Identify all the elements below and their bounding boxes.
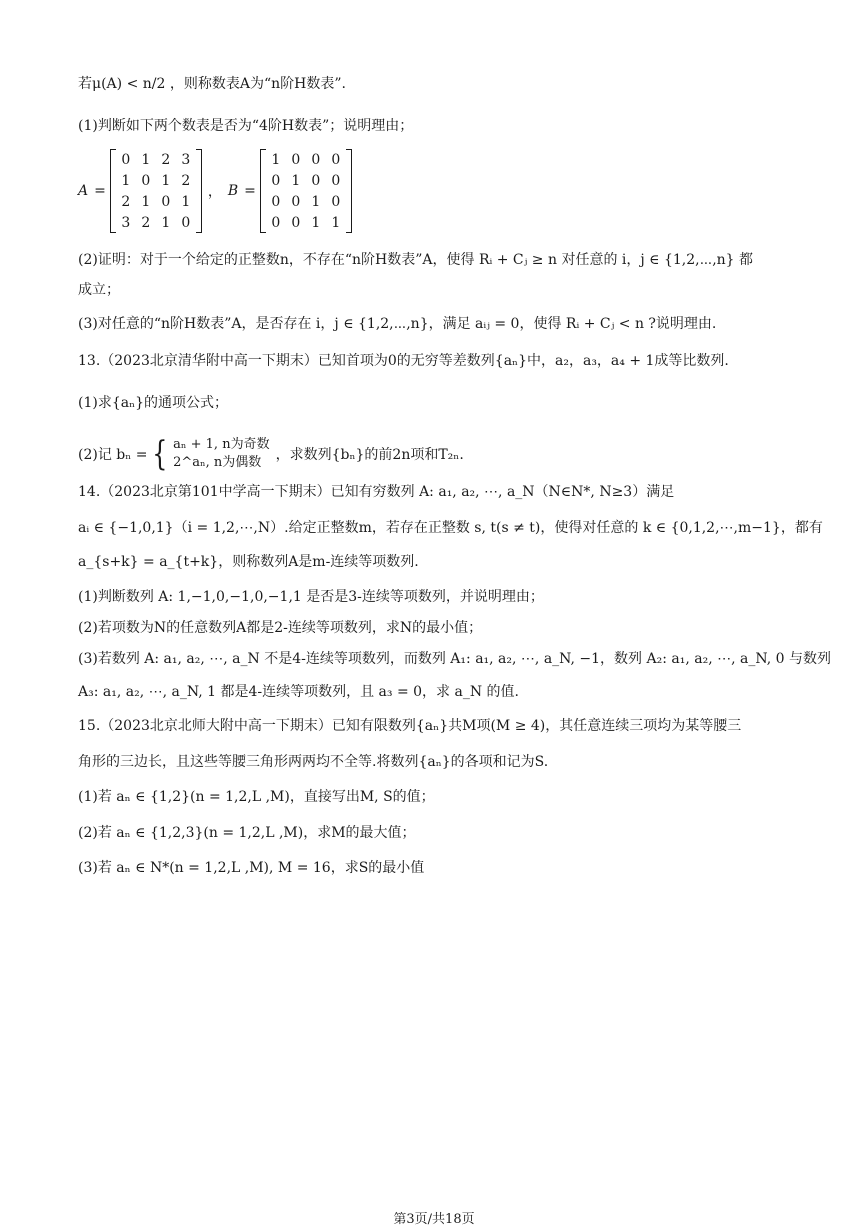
matrix-cell: 0: [271, 172, 281, 189]
matrix-cell: 3: [181, 151, 191, 168]
matrix-cell: 0: [291, 193, 301, 210]
matrix-cell: 1: [311, 193, 321, 210]
matrix-a-label: A: [78, 183, 89, 199]
text-line: 成立；: [78, 282, 120, 298]
matrix-b: [260, 149, 352, 233]
matrix-cell: 0: [291, 151, 301, 168]
piecewise-suffix: ，求数列{bₙ}的前2n项和T₂ₙ.: [275, 447, 464, 463]
matrix-cell: 1: [311, 214, 321, 231]
text-line: (2)若 aₙ ∈ {1,2,3}(n = 1,2,L ,M)，求M的最大值；: [78, 825, 416, 841]
text-line: (3)若数列 A: a₁, a₂, ⋯, a_N 不是4-连续等项数列，而数列 A₁: a₁, a₂, ⋯, a_N, −1，数列 A₂: a₁, a₂, ⋯, a_N, 0 与数列: [78, 651, 831, 667]
matrix-cell: 1: [161, 214, 171, 231]
matrix-cell: 0: [181, 214, 191, 231]
matrix-b-label: B: [227, 183, 239, 199]
case-odd: aₙ + 1, n为奇数: [173, 437, 270, 452]
matrix-row: [116, 191, 196, 212]
equals-sign: =: [244, 183, 256, 199]
equals-sign: =: [94, 183, 106, 199]
text-line: (1)求{aₙ}的通项公式；: [78, 395, 229, 411]
matrix-cell: 0: [291, 214, 301, 231]
text-line: A₃: a₁, a₂, ⋯, a_N, 1 都是4-连续等项数列，且 a₃ = 0，求 a_N 的值.: [78, 684, 519, 700]
matrices: [78, 146, 352, 236]
matrix-cell: 1: [121, 172, 131, 189]
matrix-a: [110, 149, 202, 233]
text-line: 角形的三边长，且这些等腰三角形两两均不全等.将数列{aₙ}的各项和记为S.: [78, 754, 549, 770]
matrix-row: [116, 149, 196, 170]
matrix-row: [116, 170, 196, 191]
comma: ，: [207, 184, 222, 200]
matrix-cell: 2: [121, 193, 131, 210]
text-line: (1)若 aₙ ∈ {1,2}(n = 1,2,L ,M)，直接写出M, S的值；: [78, 789, 435, 805]
matrix-row: [266, 170, 346, 191]
matrix-cell: 0: [271, 193, 281, 210]
matrix-cell: 0: [121, 151, 131, 168]
page-number: 第3页/共18页: [393, 1212, 475, 1227]
left-brace: {: [152, 434, 168, 474]
matrix-cell: 3: [121, 214, 131, 231]
matrix-cell: 0: [311, 151, 321, 168]
text-line: 15.（2023北京北师大附中高一下期末）已知有限数列{aₙ}共M项(M ≥ 4)，其任意连续三项均为某等腰三: [78, 718, 742, 734]
matrix-row: [266, 212, 346, 233]
text-line: (3)对任意的“n阶H数表”A，是否存在 i，j ∈ {1,2,⋯,n}，满足 aᵢⱼ = 0，使得 Rᵢ + Cⱼ < n ?说明理由.: [78, 316, 717, 332]
matrix-cell: 0: [331, 172, 341, 189]
text-line: (1)判断数列 A: 1,−1,0,−1,0,−1,1 是否是3-连续等项数列，并说明理由；: [78, 589, 544, 605]
text-line: (2)证明：对于一个给定的正整数n，不存在“n阶H数表”A，使得 Rᵢ + Cⱼ ≥ n 对任意的 i，j ∈ {1,2,⋯,n} 都: [78, 252, 754, 268]
text-line: 13.（2023北京清华附中高一下期末）已知首项为0的无穷等差数列{aₙ}中，a₂，a₃，a₄ + 1成等比数列.: [78, 353, 729, 369]
matrix-cell: 1: [291, 172, 301, 189]
matrix-cell: 0: [161, 193, 171, 210]
text-line: aᵢ ∈ {−1,0,1}（i = 1,2,⋯,N）.给定正整数m，若存在正整数 s, t(s ≠ t)，使得对任意的 k ∈ {0,1,2,⋯,m−1}，都有: [78, 520, 823, 536]
text-line: (1)判断如下两个数表是否为“4阶H数表”；说明理由；: [78, 118, 414, 134]
matrix-row: [266, 191, 346, 212]
matrix-cell: 0: [331, 151, 341, 168]
matrix-cell: 2: [181, 172, 191, 189]
matrix-cell: 0: [141, 172, 151, 189]
text-line: (2)若项数为N的任意数列A都是2-连续等项数列，求N的最小值；: [78, 620, 483, 636]
matrix-cell: 1: [181, 193, 191, 210]
matrix-cell: 1: [161, 172, 171, 189]
matrix-cell: 1: [331, 214, 341, 231]
matrix-cell: 1: [141, 151, 151, 168]
matrix-cell: 2: [161, 151, 171, 168]
text-line: 若μ(A) < n/2 ，则称数表A为“n阶H数表”.: [78, 76, 346, 92]
matrix-cell: 2: [141, 214, 151, 231]
case-even: 2^aₙ, n为偶数: [173, 455, 262, 470]
text-line: (3)若 aₙ ∈ N*(n = 1,2,L ,M), M = 16，求S的最小值: [78, 860, 425, 876]
matrix-cell: 0: [271, 214, 281, 231]
matrix-cell: 1: [141, 193, 151, 210]
text-line: a_{s+k} = a_{t+k}，则称数列A是m-连续等项数列.: [78, 554, 419, 570]
piecewise-prefix: (2)记 bₙ =: [78, 447, 148, 463]
cases: [173, 436, 269, 472]
matrix-row: [266, 149, 346, 170]
matrix-cell: 1: [271, 151, 281, 168]
piecewise-definition: [78, 434, 464, 474]
matrix-cell: 0: [331, 193, 341, 210]
text-line: 14.（2023北京第101中学高一下期末）已知有穷数列 A: a₁, a₂, ⋯, a_N（N∈N*, N≥3）满足: [78, 484, 675, 500]
matrix-row: [116, 212, 196, 233]
matrix-cell: 0: [311, 172, 321, 189]
